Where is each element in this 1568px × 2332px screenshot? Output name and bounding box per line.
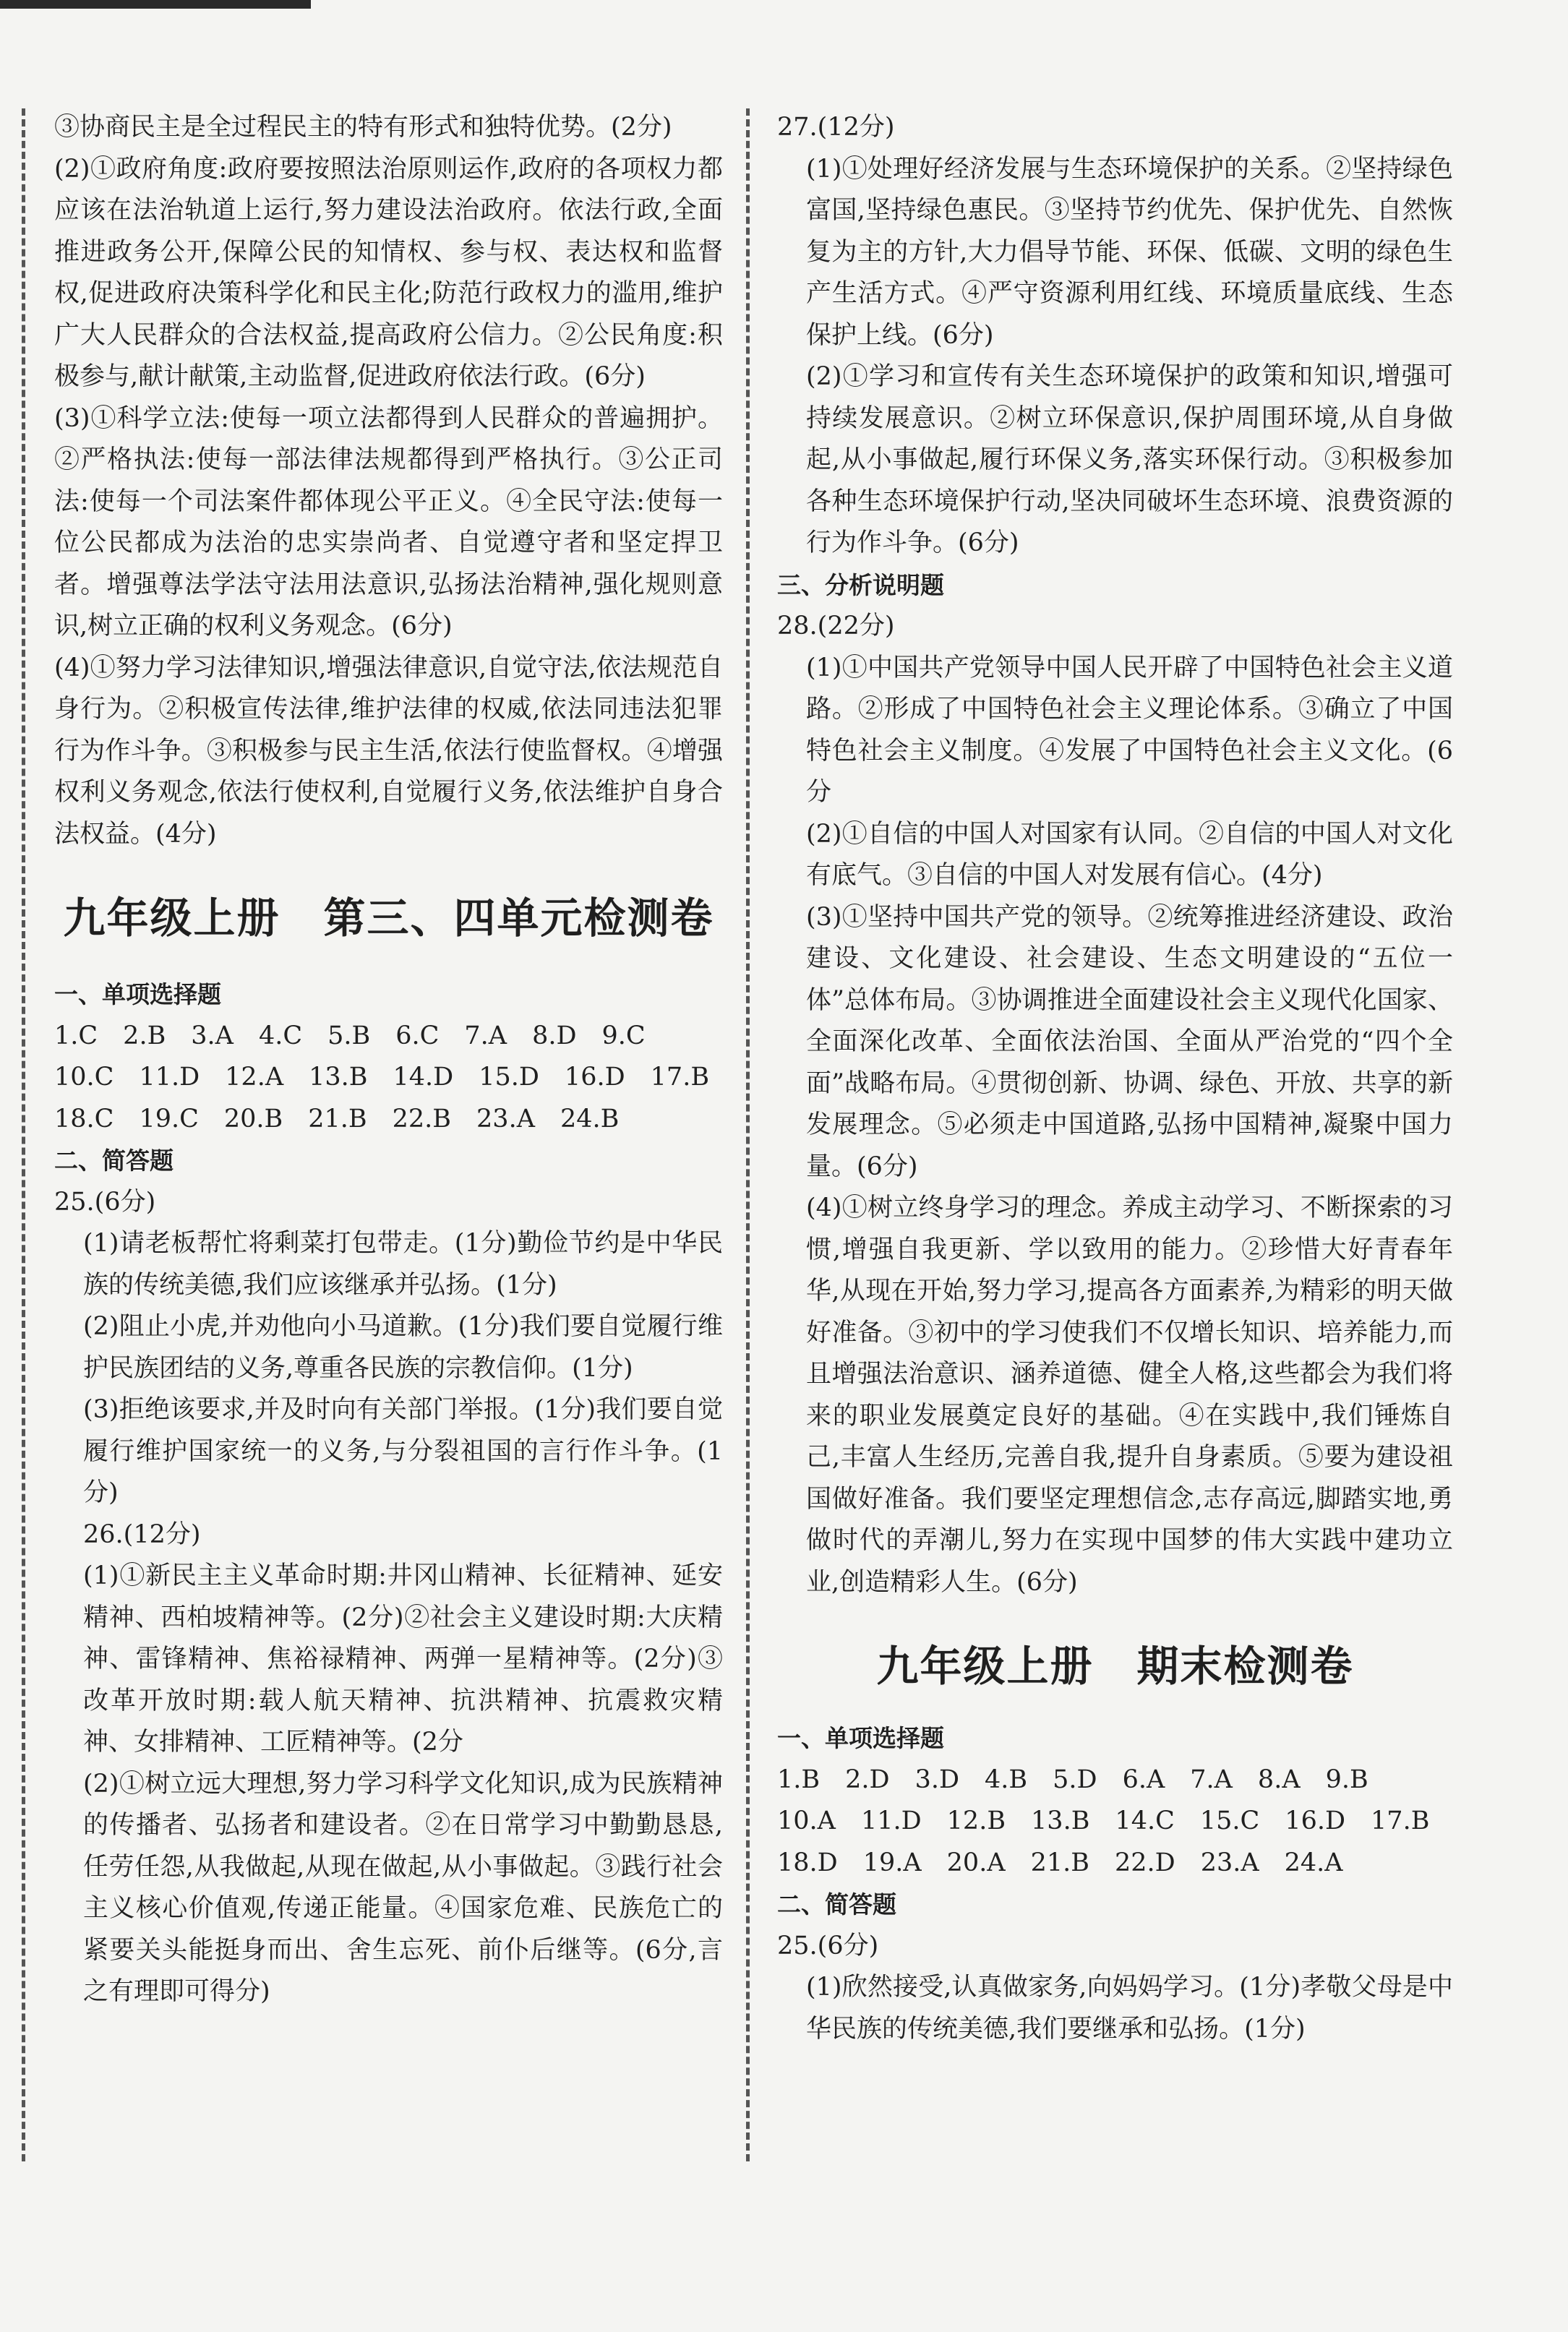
question-number: 25.(6分) bbox=[777, 1931, 879, 1960]
answer-key-row: 10.A 11.D 12.B 13.B 14.C 15.C 16.D 17.B bbox=[777, 1806, 1430, 1835]
answer-paragraph: (2)①树立远大理想,努力学习科学文化知识,成为民族精神的传播者、弘扬者和建设者。②在日常学习中勤勤恳恳,任劳任怨,从我做起,从现在做起,从小事做起。③践行社会主义核心价值观,传递正能量。④国家危难、民族危亡的紧要关头能挺身而出、舍生忘死、前仆后继等。(6分,言之有理即可得分) bbox=[83, 1769, 723, 2006]
answer-key-row: 1.C 2.B 3.A 4.C 5.B 6.C 7.A 8.D 9.C bbox=[54, 1021, 646, 1050]
answer-key-row: 1.B 2.D 3.D 4.B 5.D 6.A 7.A 8.A 9.B bbox=[777, 1765, 1368, 1794]
answer-paragraph: (3)①坚持中国共产党的领导。②统筹推进经济建设、政治建设、文化建设、社会建设、生态文明建设的“五位一体”总体布局。③协调推进全面建设社会主义现代化国家、全面深化改革、全面依法治国、全面从严治党的“四个全面”战略布局。④贯彻创新、协调、绿色、开放、共享的新发展理念。⑤必须走中国道路,弘扬中国精神,凝聚中国力量。(6分) bbox=[806, 902, 1453, 1181]
question-number: 26.(12分) bbox=[83, 1519, 201, 1549]
section-heading: 三、分析说明题 bbox=[777, 570, 944, 599]
section-title: 九年级上册 第三、四单元检测卷 bbox=[63, 893, 714, 943]
right-column bbox=[777, 107, 1453, 2050]
answer-key-row: 18.C 19.C 20.B 21.B 22.B 23.A 24.B bbox=[54, 1104, 620, 1133]
answer-paragraph: (1)①处理好经济发展与生态环境保护的关系。②坚持绿色富国,坚持绿色惠民。③坚持节约优先、保护优先、自然恢复为主的方针,大力倡导节能、环保、低碳、文明的绿色生产生活方式。④严守资源利用红线、环境质量底线、生态保护上线。(6分) bbox=[806, 154, 1453, 350]
answer-paragraph: (3)拒绝该要求,并及时向有关部门举报。(1分)我们要自觉履行维护国家统一的义务,与分裂祖国的言行作斗争。(1分) bbox=[83, 1395, 723, 1507]
answer-paragraph: (1)请老板帮忙将剩菜打包带走。(1分)勤俭节约是中华民族的传统美德,我们应该继承并弘扬。(1分) bbox=[83, 1229, 723, 1300]
section-heading: 一、单项选择题 bbox=[54, 980, 221, 1008]
answer-paragraph: (4)①树立终身学习的理念。养成主动学习、不断探索的习惯,增强自我更新、学以致用的能力。②珍惜大好青春年华,从现在开始,努力学习,提高各方面素养,为精彩的明天做好准备。③初中的学习使我们不仅增长知识、培养能力,而且增强法治意识、涵养道德、健全人格,这些都会为我们将来的职业发展奠定良好的基础。④在实践中,我们锤炼自己,丰富人生经历,完善自我,提升自身素质。⑤要为建设祖国做好准备。我们要坚定理想信念,志存高远,脚踏实地,勇做时代的弄潮儿,努力在实现中国梦的伟大实践中建功立业,创造精彩人生。(6分) bbox=[806, 1193, 1453, 1597]
section-heading: 二、简答题 bbox=[777, 1890, 896, 1919]
section-title: 九年级上册 期末检测卷 bbox=[876, 1642, 1354, 1691]
answer-paragraph: (4)①努力学习法律知识,增强法律意识,自觉守法,依法规范自身行为。②积极宣传法律,维护法律的权威,依法同违法犯罪行为作斗争。③积极参与民主生活,依法行使监督权。④增强权利义务观念,依法行使权利,自觉履行义务,依法维护自身合法权益。(4分) bbox=[54, 653, 723, 849]
top-rule bbox=[0, 0, 311, 9]
question-number: 28.(22分) bbox=[777, 612, 895, 640]
answer-key-row: 18.D 19.A 20.A 21.B 22.D 23.A 24.A bbox=[777, 1848, 1343, 1877]
section-heading: 一、单项选择题 bbox=[777, 1724, 944, 1752]
left-column bbox=[54, 107, 723, 2013]
answer-paragraph: (2)①学习和宣传有关生态环境保护的政策和知识,增强可持续发展意识。②树立环保意识,保护周围环境,从自身做起,从小事做起,履行环保义务,落实环保行动。③积极参加各种生态环境保护行动,坚决同破坏生态环境、浪费资源的行为作斗争。(6分) bbox=[806, 362, 1453, 557]
section-heading: 二、简答题 bbox=[54, 1146, 173, 1175]
answer-paragraph: (1)①新民主主义革命时期:井冈山精神、长征精神、延安精神、西柏坡精神等。(2分)②社会主义建设时期:大庆精神、雷锋精神、焦裕禄精神、两弹一星精神等。(2分)③改革开放时期:载人航天精神、抗洪精神、抗震救灾精神、女排精神、工匠精神等。(2分 bbox=[83, 1561, 723, 1757]
binding-fold-line bbox=[22, 108, 25, 2161]
answer-paragraph: (2)①政府角度:政府要按照法治原则运作,政府的各项权力都应该在法治轨道上运行,努力建设法治政府。依法行政,全面推进政务公开,保障公民的知情权、参与权、表达权和监督权,促进政府决策科学化和民主化;防范行政权力的滥用,维护广大人民群众的合法权益,提高政府公信力。②公民角度:积极参与,献计献策,主动监督,促进政府依法行政。(6分) bbox=[54, 154, 723, 391]
answer-paragraph: (2)①自信的中国人对国家有认同。②自信的中国人对文化有底气。③自信的中国人对发展有信心。(4分) bbox=[806, 819, 1453, 890]
answer-paragraph: (1)①中国共产党领导中国人民开辟了中国特色社会主义道路。②形成了中国特色社会主义理论体系。③确立了中国特色社会主义制度。④发展了中国特色社会主义文化。(6分 bbox=[806, 653, 1453, 807]
answer-key-row: 10.C 11.D 12.A 13.B 14.D 15.D 16.D 17.B bbox=[54, 1063, 710, 1092]
answer-paragraph: ③协商民主是全过程民主的特有形式和独特优势。(2分) bbox=[54, 113, 672, 142]
answer-paragraph: (2)阻止小虎,并劝他向小马道歉。(1分)我们要自觉履行维护民族团结的义务,尊重各民族的宗教信仰。(1分) bbox=[83, 1312, 723, 1383]
question-number: 25.(6分) bbox=[54, 1187, 156, 1217]
question-number: 27.(12分) bbox=[777, 113, 895, 142]
column-divider bbox=[746, 108, 750, 2161]
answer-paragraph: (3)①科学立法:使每一项立法都得到人民群众的普遍拥护。②严格执法:使每一部法律法规都得到严格执行。③公正司法:使每一个司法案件都体现公平正义。④全民守法:使每一位公民都成为法治的忠实崇尚者、自觉遵守者和坚定捍卫者。增强尊法学法守法用法意识,弘扬法治精神,强化规则意识,树立正确的权利义务观念。(6分) bbox=[54, 403, 723, 640]
answer-paragraph: (1)欣然接受,认真做家务,向妈妈学习。(1分)孝敬父母是中华民族的传统美德,我们要继承和弘扬。(1分) bbox=[806, 1973, 1453, 2044]
